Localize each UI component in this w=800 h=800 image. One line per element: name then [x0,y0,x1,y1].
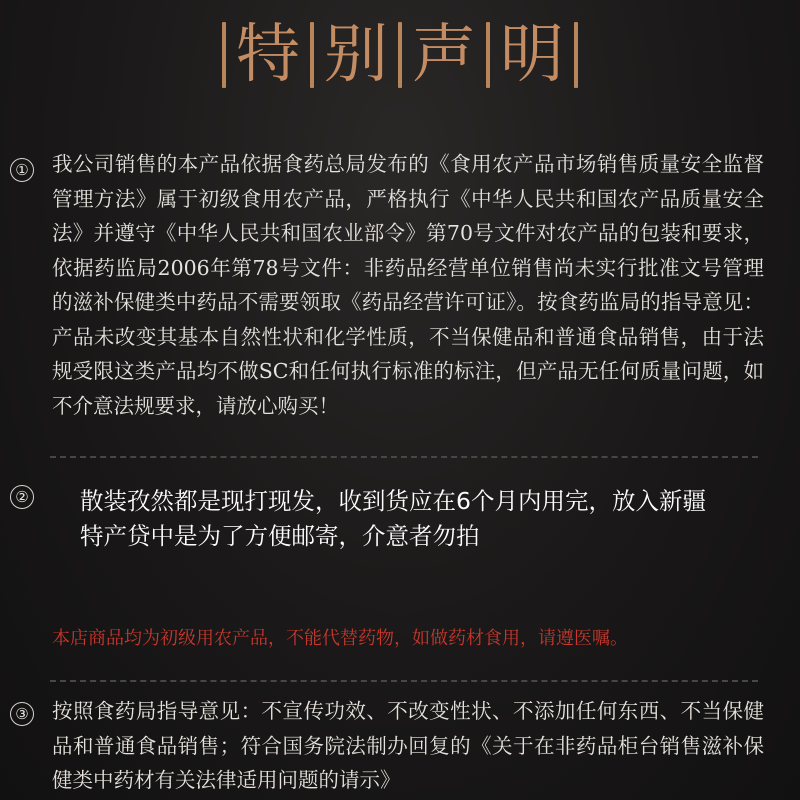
title-char: 别 [324,18,388,92]
dashed-divider [50,456,758,458]
item-number-3: ③ [10,702,34,726]
dashed-divider [50,680,758,682]
title-divider [574,22,578,88]
title-divider [222,22,226,88]
title-divider [310,22,314,88]
title-divider [486,22,490,88]
item-number-2: ② [10,485,34,509]
warning-note: 本店商品均为初级用农产品，不能代替药物，如做药材食用，请遵医嘱。 [52,628,628,649]
title-divider [398,22,402,88]
item-text-3: 按照食药局指导意见：不宣传功效、不改变性状、不添加任何东西、不当保健品和普通食品销售；符合国务院法制办回复的《关于在非药品柜台销售滋补保健类中药材有关法律适用问题的请示》 [52,699,764,792]
page-title [212,18,588,92]
title-char: 明 [500,18,564,92]
item-text-1: 我公司销售的本产品依据食药总局发布的《食用农产品市场销售质量安全监督管理方法》属于初级食用农产品，严格执行《中华人民共和国农产品质量安全法》并遵守《中华人民共和国农业部令》第70号文件对农产品的包装和要求，依据药监局2006年第78号文件：非药品经营单位销售尚未实行批准文号管理的滋补保健类中药品不需要领取《药品经营许可证》。按食药监局的指导意见：产品未改变其基本自然性状和化学性质，不当保健品和普通食品销售，由于法规受限这类产品均不做SC和任何执行标准的标注，但产品无任何质量问题，如不介意法规要求，请放心购买！ [52,152,764,418]
title-char: 特 [236,18,300,92]
title-char: 声 [412,18,476,92]
item-number-1: ① [10,158,34,182]
item-text-2: 散装孜然都是现打现发，收到货应在6个月内用完，放入新疆特产贷中是为了方便邮寄，介意者勿拍 [80,487,706,550]
title-banner [0,18,800,92]
